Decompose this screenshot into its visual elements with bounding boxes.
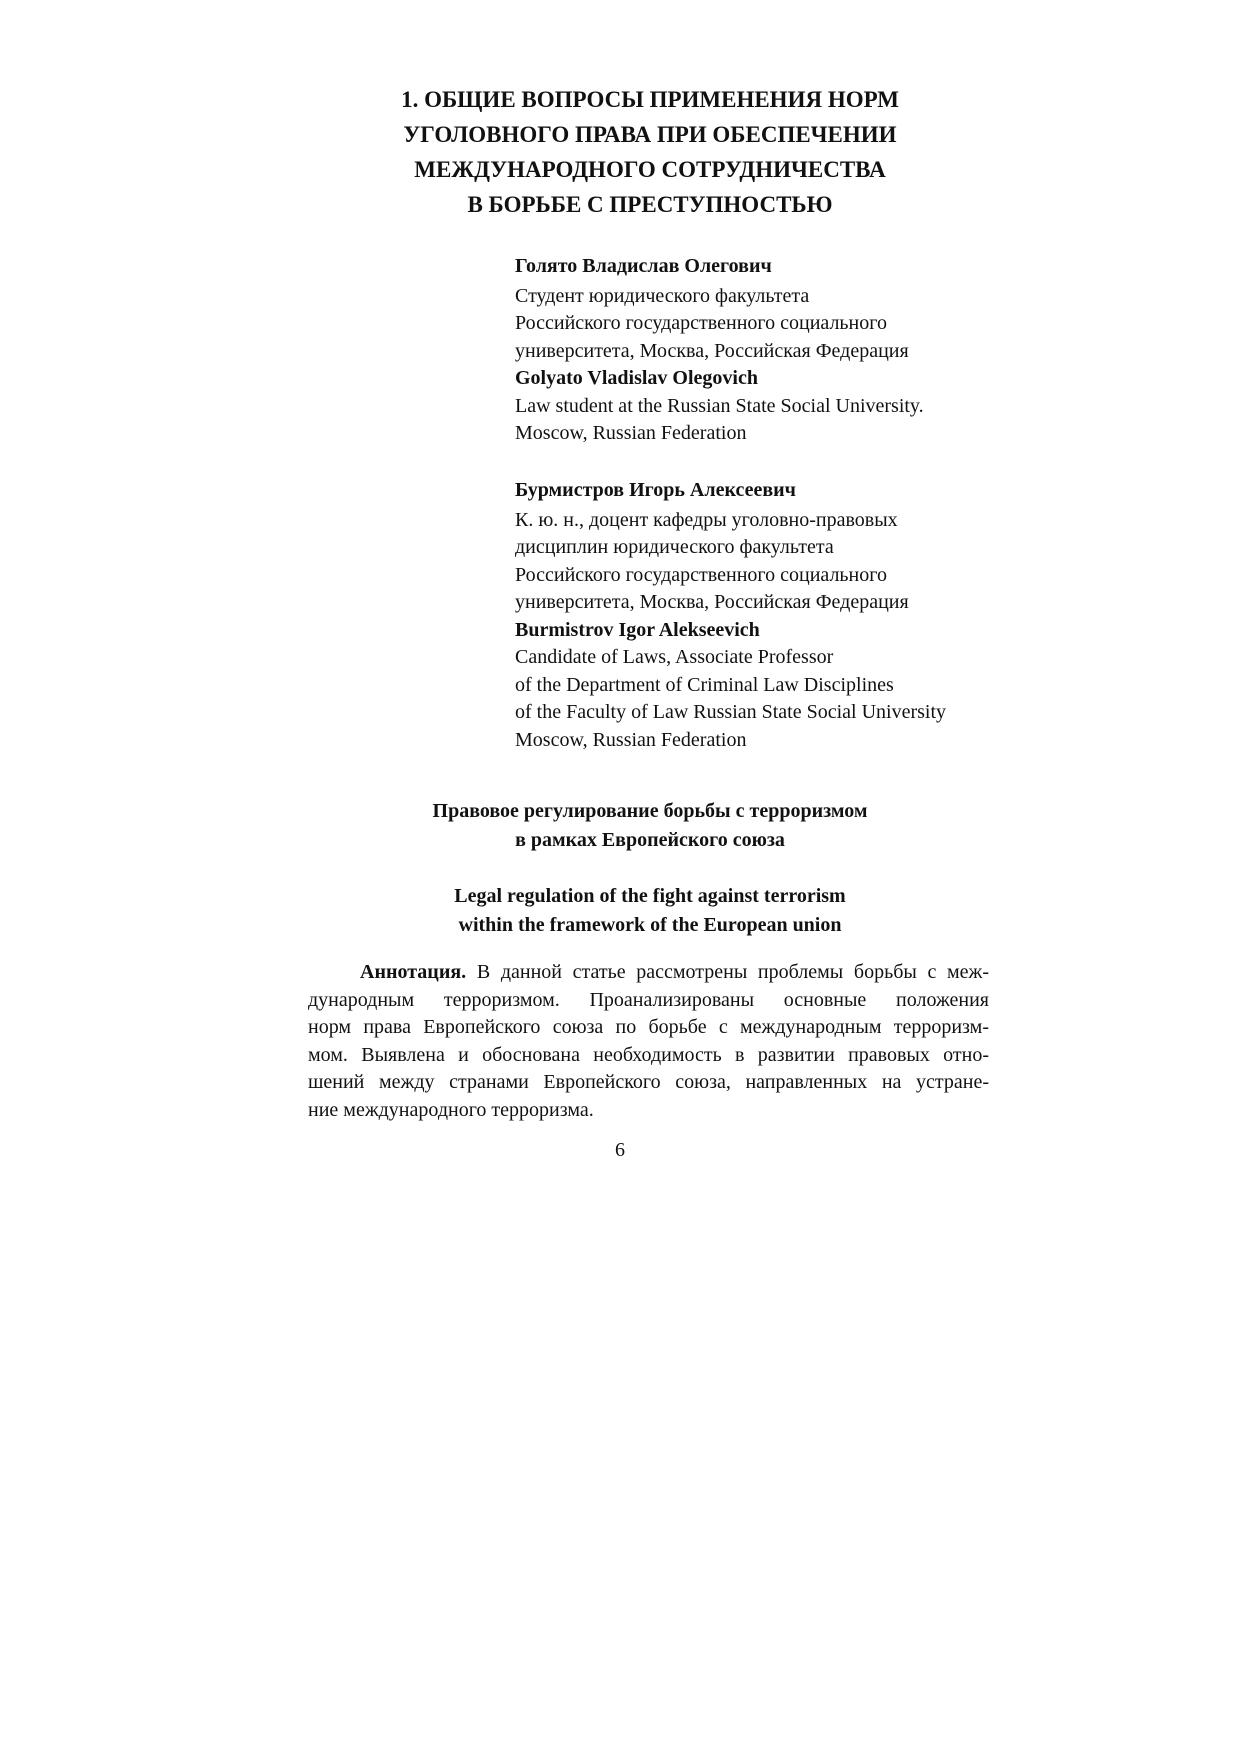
author-affiliation-line: of the Department of Criminal Law Disciplines — [515, 673, 894, 696]
section-title-line: В БОРЬБЕ С ПРЕСТУПНОСТЬЮ — [467, 192, 833, 217]
article-title-line: Legal regulation of the fight against terrorism — [454, 885, 846, 907]
annotation-line: дународным терроризмом. Проанализированы основные положения — [308, 988, 989, 1011]
author-affiliation-line: К. ю. н., доцент кафедры уголовно-правовых — [515, 508, 898, 531]
annotation-line — [308, 959, 989, 987]
annotation-line: мом. Выявлена и обоснована необходимость в развитии правовых отно- — [308, 1043, 989, 1066]
author-block-burmistrov — [515, 477, 1115, 754]
page-number: 6 — [615, 1139, 625, 1161]
annotation-line: шений между странами Европейского союза, направленных на устране- — [308, 1071, 989, 1093]
author-affiliation-line: of the Faculty of Law Russian State Social University — [515, 701, 947, 723]
author-name-en: Burmistrov Igor Alekseevich — [515, 618, 760, 641]
author-name-ru: Бурмистров Игорь Алексеевич — [515, 479, 796, 501]
author-affiliation-line: Moscow, Russian Federation — [515, 422, 747, 444]
section-title-line: МЕЖДУНАРОДНОГО СОТРУДНИЧЕСТВА — [414, 157, 886, 182]
author-affiliation-line: университета, Москва, Российская Федерация — [515, 339, 909, 362]
article-title-ru — [300, 797, 1000, 855]
section-title — [300, 82, 1000, 222]
section-title-line: 1. ОБЩИЕ ВОПРОСЫ ПРИМЕНЕНИЯ НОРМ — [401, 87, 899, 112]
annotation-line: норм права Европейского союза по борьбе с международным терроризм- — [308, 1016, 989, 1038]
author-block-golyato — [515, 253, 1115, 448]
annotation — [308, 959, 989, 1124]
annotation-text: В данной статье рассмотрены проблемы борьбы с меж- — [466, 961, 989, 983]
author-affiliation-line: Российского государственного социального — [515, 312, 887, 334]
article-title-line: в рамках Европейского союза — [515, 829, 785, 851]
author-affiliation-line: Студент юридического факультета — [515, 284, 810, 307]
author-name-ru: Голято Владислав Олегович — [515, 255, 772, 277]
author-affiliation-line: университета, Москва, Российская Федерация — [515, 591, 909, 613]
article-title-line: within the framework of the European union — [458, 914, 842, 936]
author-affiliation-line: Law student at the Russian State Social University. — [515, 394, 924, 417]
annotation-line: ние международного терроризма. — [308, 1098, 594, 1121]
annotation-label: Аннотация. — [360, 961, 467, 983]
author-affiliation-line: Российского государственного социального — [515, 563, 887, 586]
author-affiliation-line: дисциплин юридического факультета — [515, 536, 834, 558]
author-name-en: Golyato Vladislav Olegovich — [515, 367, 758, 389]
article-title-en — [300, 882, 1000, 940]
section-title-line: УГОЛОВНОГО ПРАВА ПРИ ОБЕСПЕЧЕНИИ — [403, 122, 897, 147]
author-affiliation-line: Candidate of Laws, Associate Professor — [515, 646, 834, 668]
article-title-line: Правовое регулирование борьбы с терроризмом — [432, 800, 868, 822]
author-affiliation-line: Moscow, Russian Federation — [515, 728, 747, 751]
